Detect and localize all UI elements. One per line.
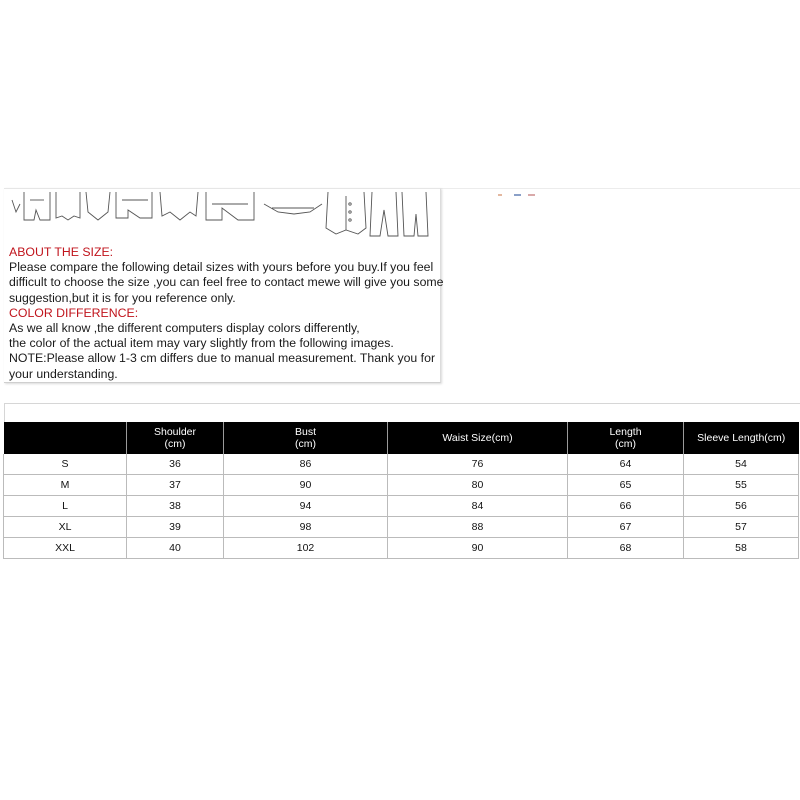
table-frame bbox=[4, 403, 800, 422]
sleeve-cell: 54 bbox=[684, 454, 799, 475]
header-label: Waist Size(cm) bbox=[442, 432, 513, 444]
length-cell: 66 bbox=[568, 496, 684, 517]
table-row bbox=[4, 517, 799, 538]
header-unit: (cm) bbox=[164, 438, 186, 450]
header-bust bbox=[224, 422, 388, 454]
size-cell: L bbox=[4, 496, 127, 517]
header-length bbox=[568, 422, 684, 454]
table-row bbox=[4, 496, 799, 517]
bust-cell: 98 bbox=[224, 517, 388, 538]
size-cell: XXL bbox=[4, 538, 127, 559]
waist-cell: 88 bbox=[388, 517, 568, 538]
table-row bbox=[4, 538, 799, 559]
shoulder-cell: 38 bbox=[127, 496, 224, 517]
about-size-line: difficult to choose the size ,you can feel free to contact mewe will give you some bbox=[9, 275, 444, 290]
size-cell: M bbox=[4, 475, 127, 496]
header-unit: (cm) bbox=[295, 438, 316, 450]
note-line: your understanding. bbox=[9, 366, 118, 381]
bust-cell: 94 bbox=[224, 496, 388, 517]
header-sleeve-length bbox=[684, 422, 799, 454]
waist-cell: 90 bbox=[388, 538, 568, 559]
clothing-sketches-icon bbox=[10, 190, 430, 242]
header-label: Length bbox=[609, 426, 642, 438]
sleeve-cell: 56 bbox=[684, 496, 799, 517]
waist-cell: 76 bbox=[388, 454, 568, 475]
shoulder-cell: 37 bbox=[127, 475, 224, 496]
about-size-line: suggestion,but it is for you reference only. bbox=[9, 290, 236, 305]
table-header-row bbox=[4, 422, 799, 454]
top-divider bbox=[440, 188, 800, 189]
size-cell: S bbox=[4, 454, 127, 475]
header-label: Shoulder bbox=[153, 426, 197, 438]
bust-cell: 102 bbox=[224, 538, 388, 559]
length-cell: 65 bbox=[568, 475, 684, 496]
shoulder-cell: 40 bbox=[127, 538, 224, 559]
size-chart-table bbox=[3, 422, 799, 559]
note-line: NOTE:Please allow 1-3 cm differs due to manual measurement. Thank you for bbox=[9, 351, 436, 366]
shoulder-cell: 36 bbox=[127, 454, 224, 475]
color-difference-line: As we all know ,the different computers display colors differently, bbox=[9, 321, 360, 336]
waist-cell: 80 bbox=[388, 475, 568, 496]
bust-cell: 90 bbox=[224, 475, 388, 496]
header-shoulder bbox=[127, 422, 224, 454]
size-cell: XL bbox=[4, 517, 127, 538]
about-size-heading: ABOUT THE SIZE: bbox=[9, 245, 114, 259]
color-difference-heading: COLOR DIFFERENCE: bbox=[9, 305, 139, 320]
waist-cell: 84 bbox=[388, 496, 568, 517]
about-size-line: Please compare the following detail sizes with yours before you buy.If you feel bbox=[9, 260, 434, 275]
length-cell: 67 bbox=[568, 517, 684, 538]
sleeve-cell: 57 bbox=[684, 517, 799, 538]
header-label: Bust bbox=[294, 426, 316, 438]
header-size bbox=[4, 422, 127, 454]
sleeve-cell: 55 bbox=[684, 475, 799, 496]
header-unit: (cm) bbox=[615, 438, 636, 450]
table-row bbox=[4, 475, 799, 496]
shoulder-cell: 39 bbox=[127, 517, 224, 538]
size-notice-text bbox=[9, 245, 444, 382]
decorative-marks bbox=[498, 194, 538, 200]
header-waist bbox=[388, 422, 568, 454]
length-cell: 68 bbox=[568, 538, 684, 559]
sleeve-cell: 58 bbox=[684, 538, 799, 559]
bust-cell: 86 bbox=[224, 454, 388, 475]
table-row bbox=[4, 454, 799, 475]
length-cell: 64 bbox=[568, 454, 684, 475]
header-label: Sleeve Length(cm) bbox=[697, 432, 786, 444]
color-difference-line: the color of the actual item may vary slightly from the following images. bbox=[9, 336, 394, 351]
